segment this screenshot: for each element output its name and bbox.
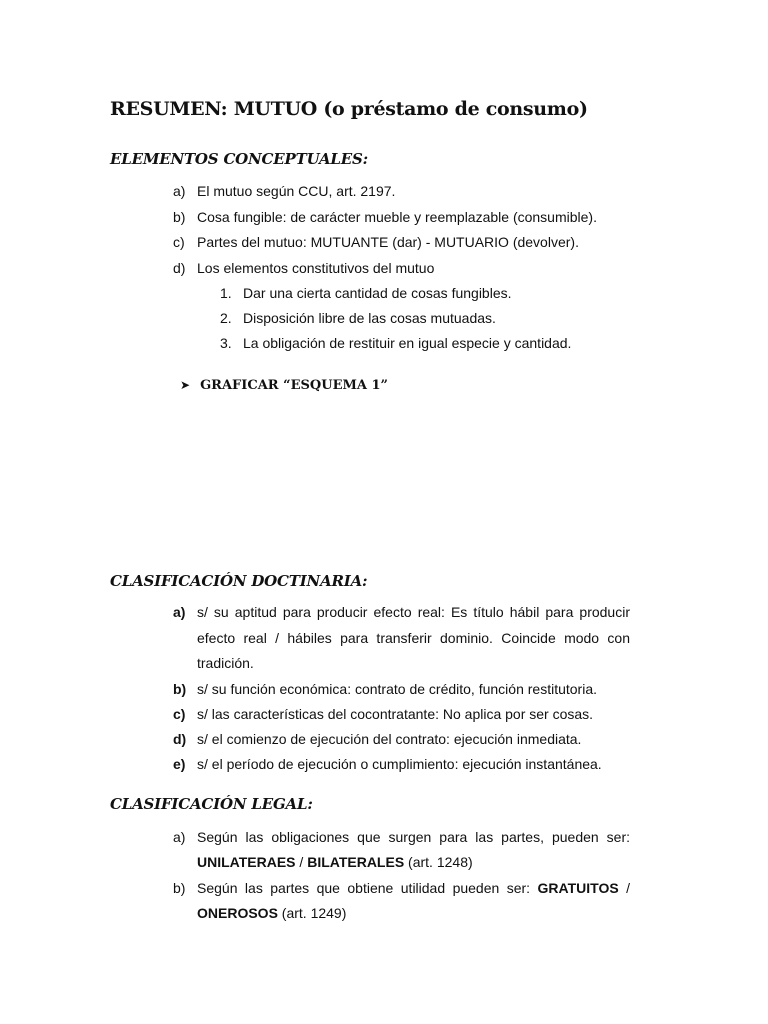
list-item-text: tradición. [197,655,254,671]
list-item-text-continued [197,904,346,922]
list-item-text-part: Según las partes que obtiene utilidad pueden ser: [197,880,531,896]
list-item-text: s/ el comienzo de ejecución del contrato: ejecución inmediata. [197,731,582,747]
bullet-item [180,375,388,395]
list-marker: c) [173,234,185,250]
section-heading-doctrinaria: CLASIFICACIÓN DOCTINARIA: [110,572,368,590]
list-item-text: Cosa fungible: de carácter mueble y reemplazable (consumible). [197,209,597,225]
list-marker: b) [173,880,186,896]
classification-term: UNILATERAES [197,854,296,870]
list-item-text: efecto real / hábiles para transferir dominio. Coincide modo con [197,630,630,646]
list-marker: b) [173,681,187,697]
classification-term: GRATUITOS [537,880,619,896]
list-marker: 1. [220,285,232,301]
list-marker: a) [173,829,186,845]
classification-term: ONEROSOS [197,905,278,921]
list-item-text: Disposición libre de las cosas mutuadas. [243,310,496,326]
list-item-text: s/ su aptitud para producir efecto real: Es título hábil para producir [197,604,630,620]
list-marker: c) [173,706,186,722]
article-reference: (art. 1248) [404,854,473,870]
section-heading-legal: CLASIFICACIÓN LEGAL: [110,795,313,813]
list-marker: d) [173,731,187,747]
list-marker: d) [173,260,186,276]
classification-term: BILATERALES [307,854,405,870]
page-title: RESUMEN: MUTUO (o préstamo de consumo) [110,98,588,120]
list-item-text: Dar una cierta cantidad de cosas fungibles. [243,285,512,301]
list-marker: a) [173,183,186,199]
separator: / [618,880,631,896]
list-item-text: s/ las características del cocontratante: No aplica por ser cosas. [197,706,594,722]
list-item-text: Partes del mutuo: MUTUANTE (dar) - MUTUARIO (devolver). [197,234,579,250]
list-item-text: Según las obligaciones que surgen para las partes, pueden ser: [197,829,630,845]
list-marker: 2. [220,310,232,326]
list-marker: a) [173,604,186,620]
list-item-text-continued [197,853,473,871]
list-marker: b) [173,209,186,225]
list-item-text: s/ su función económica: contrato de crédito, función restitutoria. [197,681,597,697]
list-item-text [197,879,630,897]
separator: / [295,854,308,870]
list-item-text: Los elementos constitutivos del mutuo [197,260,435,276]
article-reference: (art. 1249) [277,905,347,921]
list-marker: 3. [220,335,232,351]
bullet-text: GRAFICAR “ESQUEMA 1” [200,377,388,393]
list-item-text: s/ el período de ejecución o cumplimiento: ejecución instantánea. [197,756,602,772]
list-marker: e) [173,756,186,772]
section-heading-elementos: ELEMENTOS CONCEPTUALES: [110,150,368,168]
list-item-text: La obligación de restituir en igual especie y cantidad. [243,335,572,351]
arrowhead-bullet-icon: ➤ [180,378,191,392]
list-item-text: El mutuo según CCU, art. 2197. [197,183,396,199]
